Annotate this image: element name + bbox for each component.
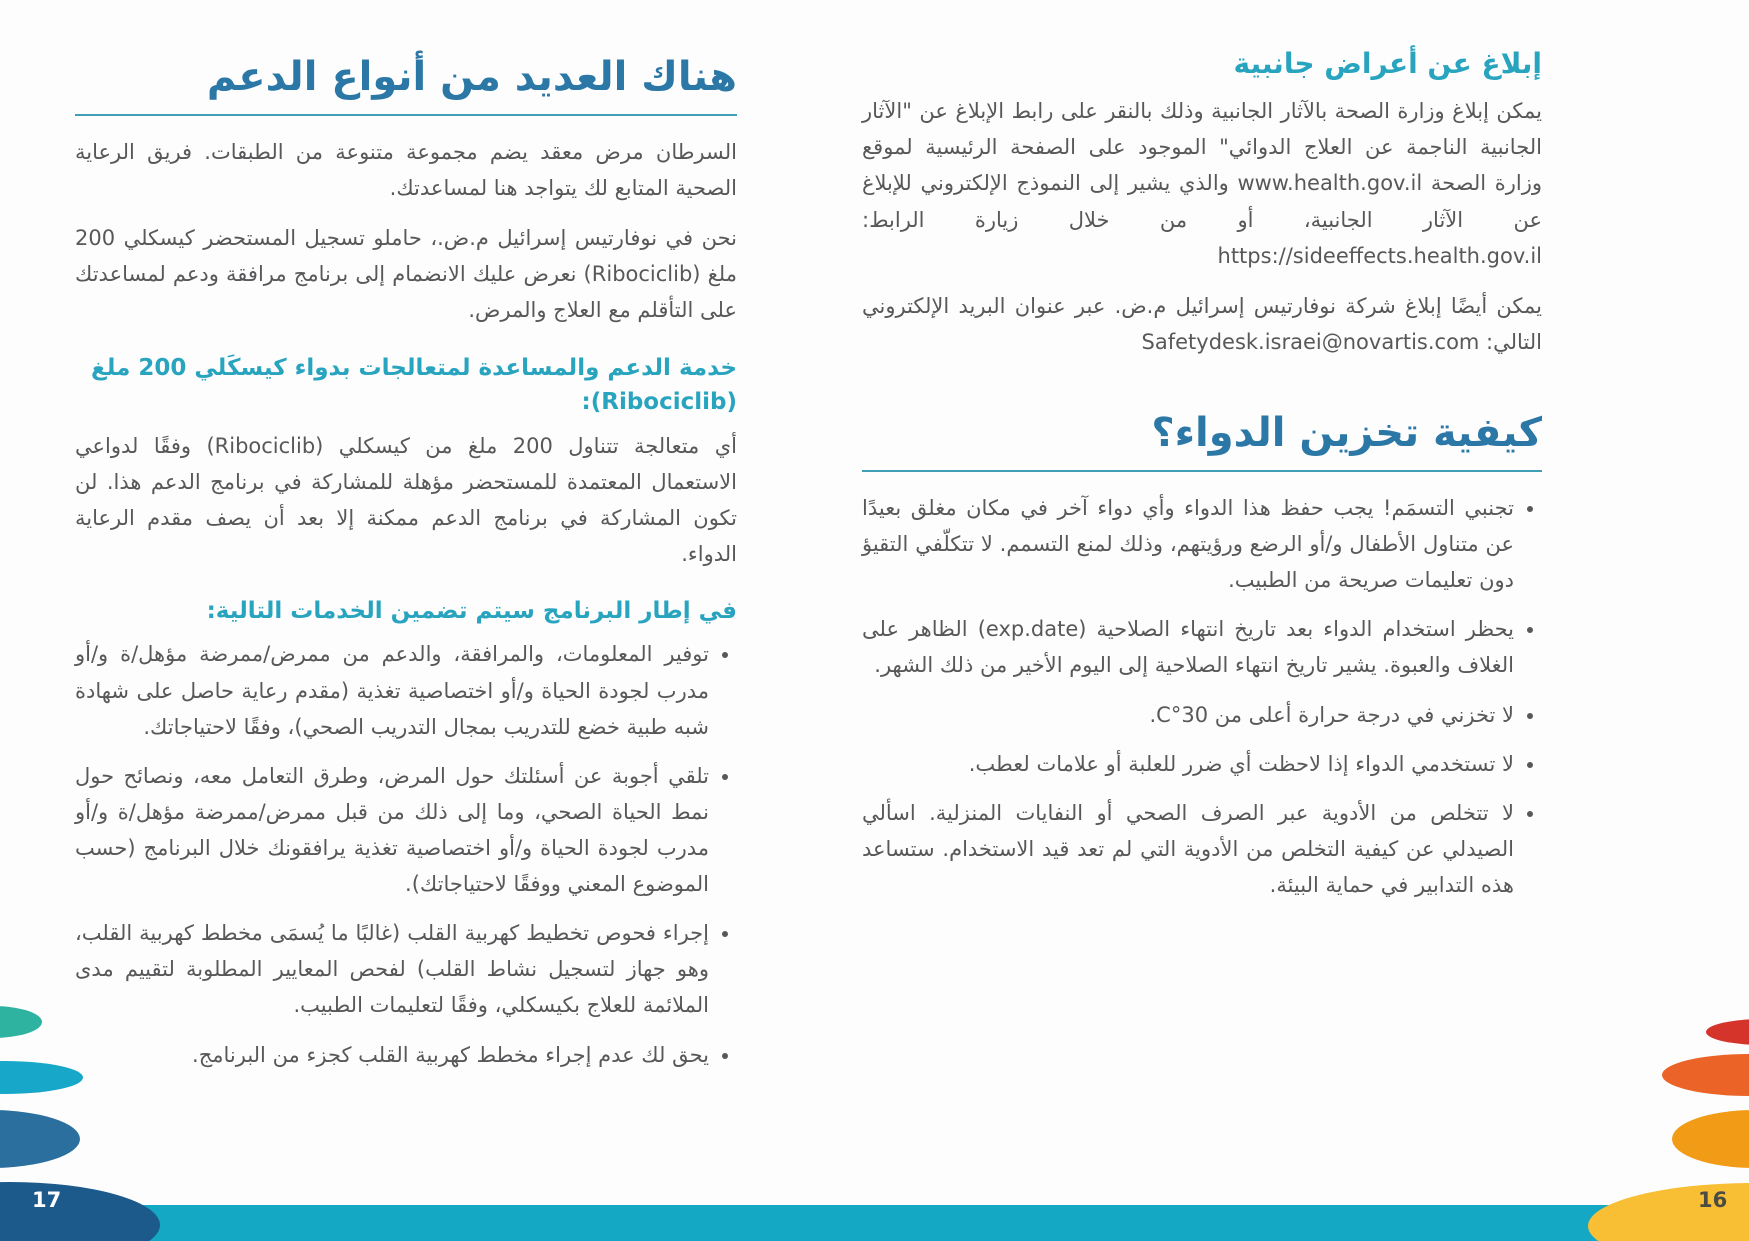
decorative-ellipse-green <box>0 1006 42 1038</box>
right-page <box>862 44 1542 916</box>
list-item: • لا تتخلص من الأدوية عبر الصرف الصحي أو النفايات المنزلية. اسألي الصيدلي عن كيفية التخلص من الأدوية التي لم تعد قيد الاستخدام. ستساعد هذه التدابير في حماية البيئة. <box>862 795 1514 903</box>
list-item: • تلقي أجوبة عن أسئلتك حول المرض، وطرق التعامل معه، ونصائح حول نمط الحياة الصحي، وما إلى ذلك من قبل ممرض/ممرضة مؤهل/ة و/أو مدرب لجودة الحياة و/أو اختصاصية تغذية يرافقونك خلال البرنامج (حسب الموضوع المعني ووفقًا لاحتياجاتك). <box>75 758 709 902</box>
decorative-ellipse-amber <box>1672 1110 1749 1168</box>
title-underline-rule <box>75 114 737 116</box>
novartis-email-paragraph: يمكن أيضًا إبلاغ شركة نوفارتيس إسرائيل م.ض. عبر عنوان البريد الإلكتروني التالي: Safetydesk.israei@novartis.com <box>862 293 1542 354</box>
storage-instructions-list <box>862 490 1542 903</box>
support-service-subheading: خدمة الدعم والمساعدة لمتعالجات بدواء كيسكَلي 200 ملغ (Ribociclib): <box>91 354 737 416</box>
list-item: • لا تستخدمي الدواء إذا لاحظت أي ضرر للعلبة أو علامات لعطب. <box>862 746 1514 782</box>
program-services-subheading: في إطار البرنامج سيتم تضمين الخدمات التالية: <box>206 597 737 624</box>
list-item: • لا تخزني في درجة حرارة أعلى من 30°C. <box>862 697 1514 733</box>
support-section-title: هناك العديد من أنواع الدعم <box>206 54 737 100</box>
page-number-left: 17 <box>32 1188 62 1212</box>
storage-section-title: كيفية تخزين الدواء؟ <box>1151 409 1542 456</box>
decorative-ellipse-navy <box>0 1182 160 1241</box>
eligibility-paragraph: أي متعالجة تتناول 200 ملغ من كيسكلي (Ribociclib) وفقًا لدواعي الاستعمال المعتمدة للمستحضر مؤهلة للمشاركة في برنامج الدعم هذا. لن تكون المشاركة في برنامج الدعم ممكنة إلا بعد أن يصف مقدم الرعاية الدواء. <box>75 433 737 566</box>
support-intro-paragraph: السرطان مرض معقد يضم مجموعة متنوعة من الطبقات. فريق الرعاية الصحية المتابع لك يتواجد هنا لمساعدتك. <box>75 140 737 201</box>
list-item: • يحق لك عدم إجراء مخطط كهربية القلب كجزء من البرنامج. <box>75 1037 709 1073</box>
side-effects-reporting-title: إبلاغ عن أعراض جانبية <box>1233 47 1542 80</box>
ministry-reporting-paragraph: يمكن إبلاغ وزارة الصحة بالآثار الجانبية وذلك بالنقر على رابط الإبلاغ عن "الآثار الجانبية الناجمة عن العلاج الدوائي" الموجود على الصفحة الرئيسية لموقع وزارة الصحة www.health.gov.il والذي يشير إلى النموذج الإلكتروني للإبلاغ عن الآثار الجانبية، أو من خلال زيارة الرابط: https://sideeffects.health.gov.il <box>862 99 1542 268</box>
program-services-list <box>75 636 737 1072</box>
list-item: • إجراء فحوص تخطيط كهربية القلب (غالبًا ما يُسمَى مخطط كهربية القلب، وهو جهاز لتسجيل نشاط القلب) لفحص المعايير المطلوبة لتقييم مدى الملائمة للعلاج بكيسكلي، وفقًا لتعليمات الطبيب. <box>75 915 709 1023</box>
decorative-ellipse-cyan <box>0 1061 83 1094</box>
title-underline-rule <box>862 470 1542 472</box>
decorative-ellipse-orange <box>1662 1054 1749 1096</box>
list-item: • يحظر استخدام الدواء بعد تاريخ انتهاء الصلاحية (exp.date) الظاهر على الغلاف والعبوة. يشير تاريخ انتهاء الصلاحية إلى اليوم الأخير من ذلك الشهر. <box>862 611 1514 683</box>
decorative-ellipse-red <box>1706 1019 1749 1045</box>
storage-section <box>862 406 1542 472</box>
page-number-right: 16 <box>1698 1188 1728 1212</box>
novartis-program-paragraph: نحن في نوفارتيس إسرائيل م.ض.، حاملو تسجيل المستحضر كيسكلي 200 ملغ (Ribociclib) نعرض عليك الانضمام إلى برنامج مرافقة ودعم لمساعدتك على التأقلم مع العلاج والمرض. <box>75 226 738 323</box>
footer-teal-bar <box>0 1205 1749 1241</box>
list-item: • توفير المعلومات، والمرافقة، والدعم من ممرض/ممرضة مؤهل/ة و/أو مدرب لجودة الحياة و/أو اختصاصية تغذية (مقدم رعاية حاصل على شهادة شبه طبية خضع للتدريب بمجال التدريب الصحي)، وفقًا لاحتياجاتك. <box>75 636 709 744</box>
list-item: • تجنبي التسمَم! يجب حفظ هذا الدواء وأي دواء آخر في مكان مغلق بعيدًا عن متناول الأطفال و/أو الرضع ورؤيتهم، وذلك لمنع التسمم. لا تتكلّفي التقيؤ دون تعليمات صريحة من الطبيب. <box>862 490 1514 598</box>
decorative-ellipse-steel-blue <box>0 1110 80 1168</box>
left-page <box>75 50 737 1086</box>
